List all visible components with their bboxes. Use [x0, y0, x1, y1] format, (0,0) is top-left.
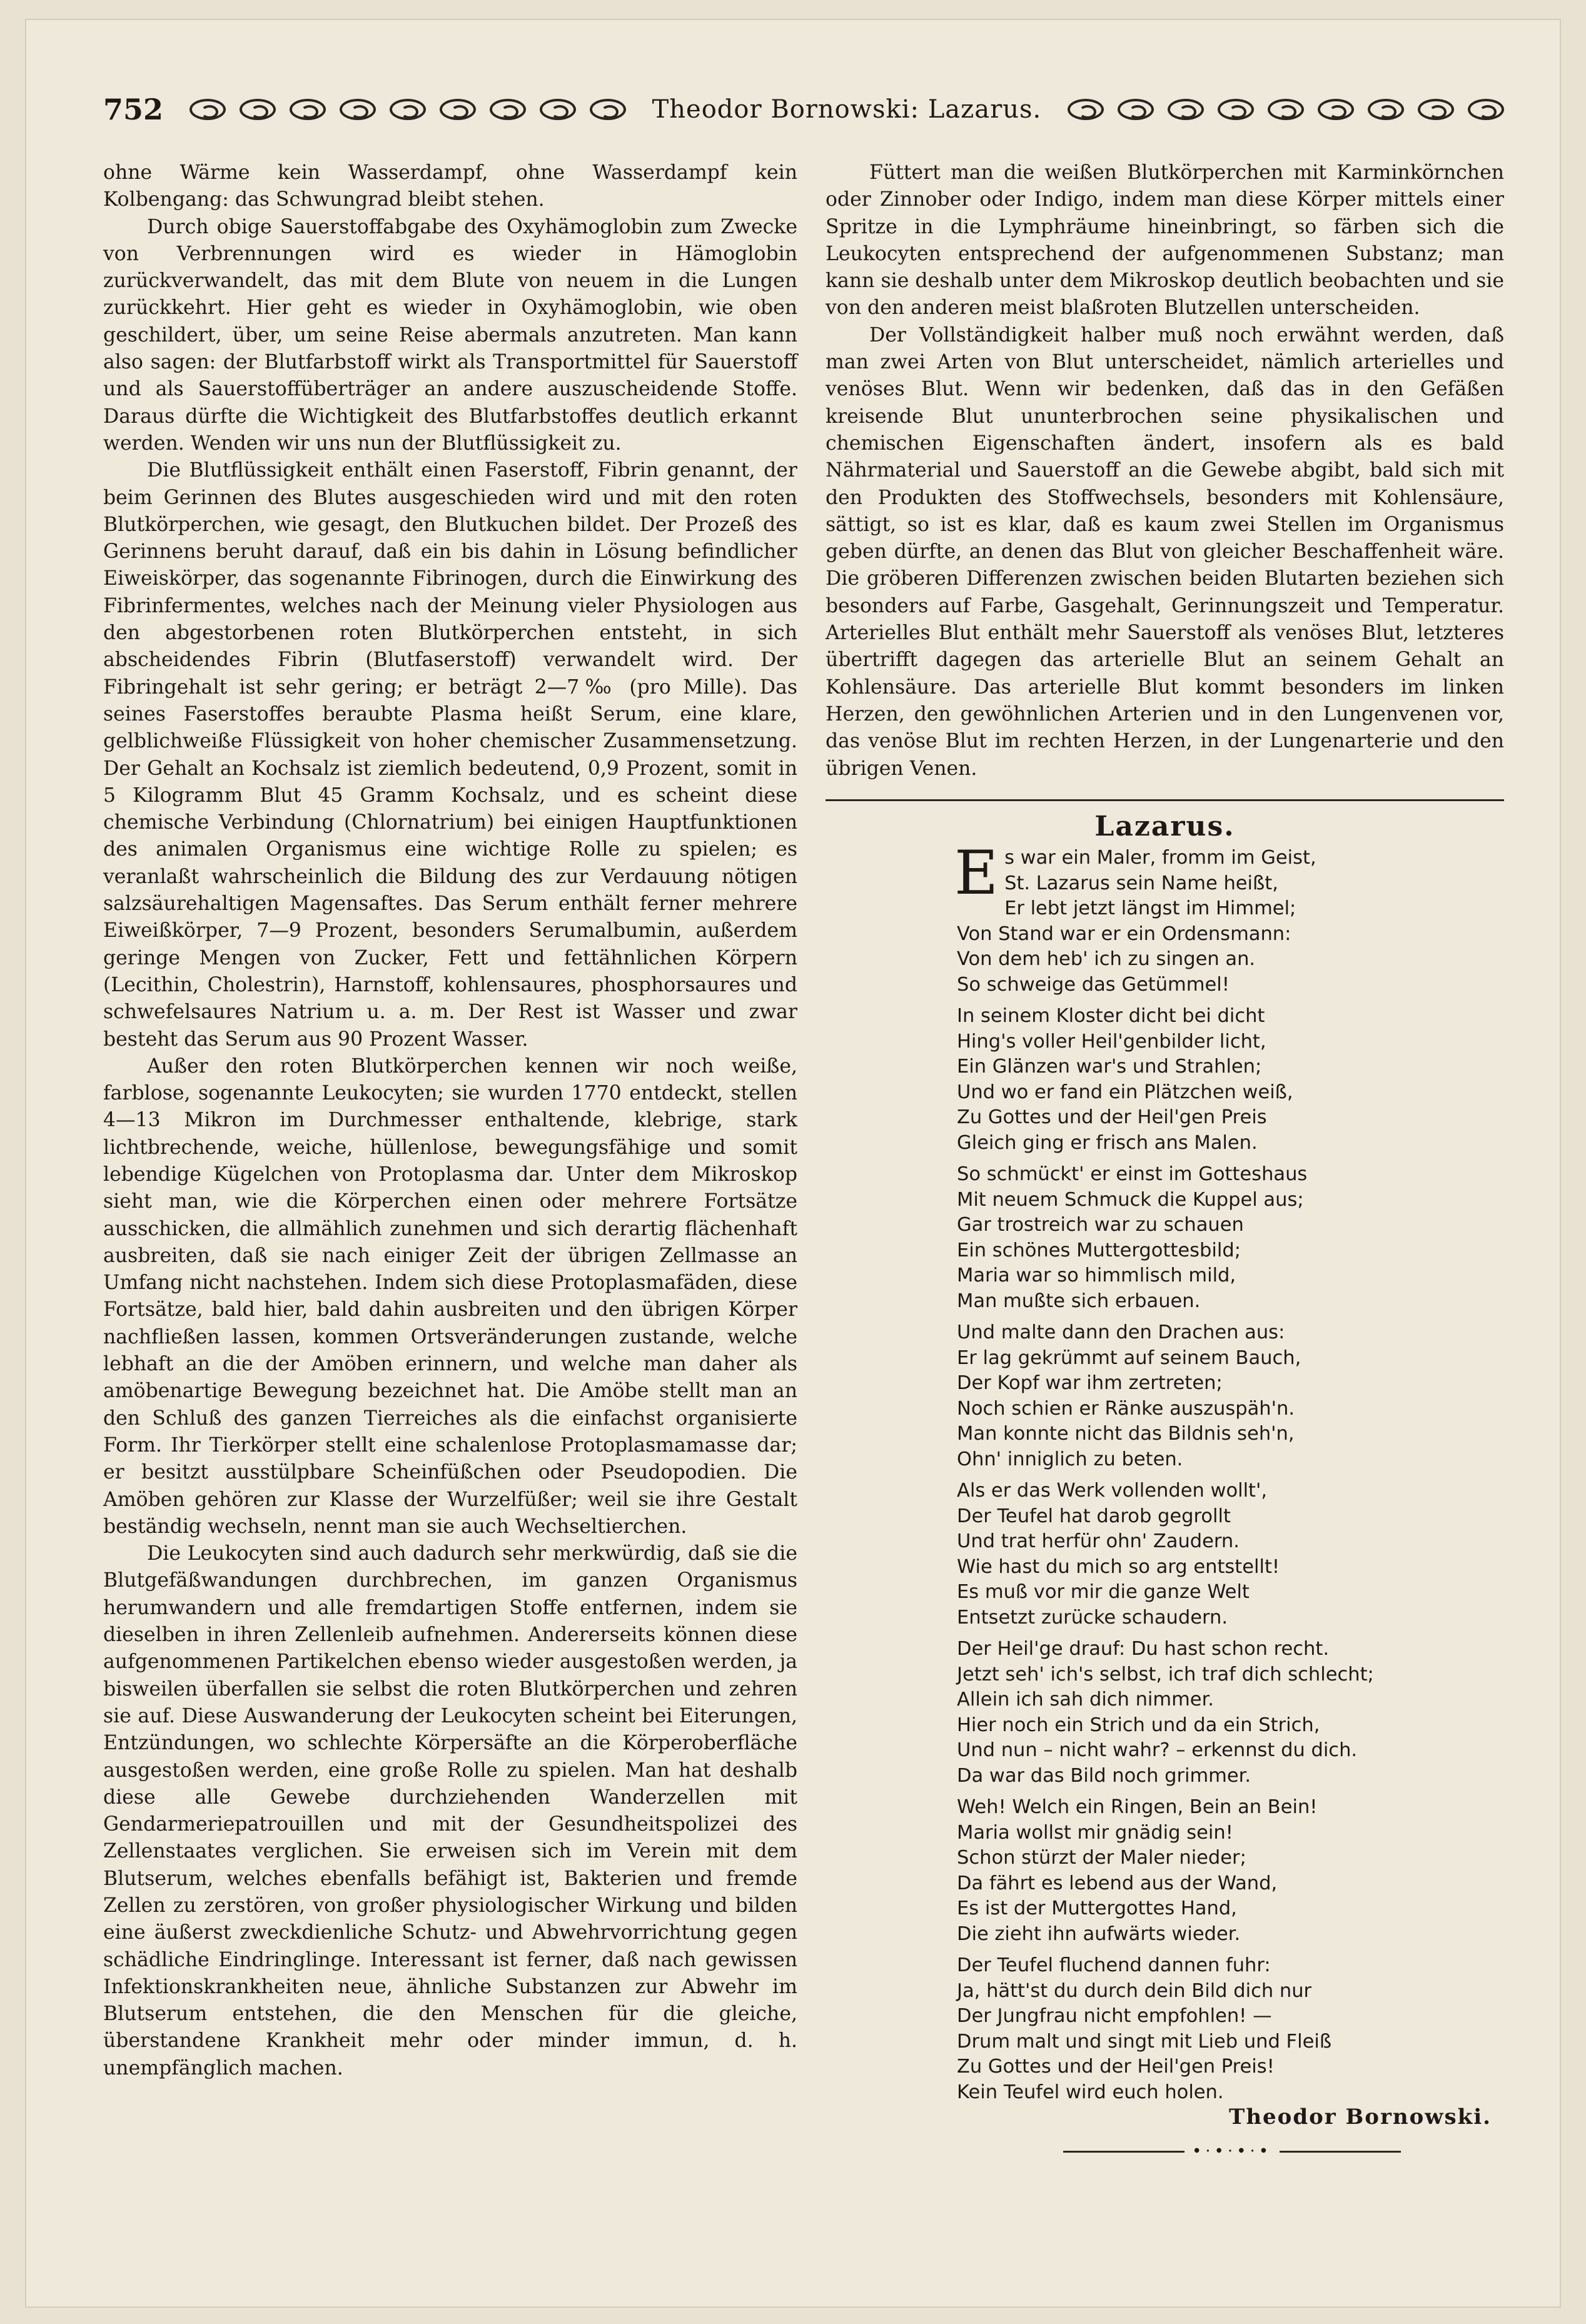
poem-line: Zu Gottes und der Heil'gen Preis! [957, 2056, 1275, 2078]
page-number: 752 [103, 93, 164, 126]
poem-line: Drum malt und singt mit Lieb und Fleiß [957, 2030, 1332, 2053]
running-title: Theodor Bornowski: Lazarus. [652, 95, 1042, 124]
scroll-ornament-icon [1318, 99, 1354, 120]
poem-line: Hing's voller Heil'genbilder licht, [957, 1030, 1266, 1053]
paragraph: Die Blutflüssigkeit enthält einen Faserstoff, Fibrin genannt, der beim Gerinnen des Blutes ausgeschieden wird und mit den roten Blutkörperchen, wie gesagt, den Blutkuchen bildet. Der Prozeß des Gerinnens beruht darauf, daß ein bis dahin in Lösung befindlicher Eiweiskörper, das sogenannte Fibrinogen, durch die Einwirkung des Fibrinfermentes, welches nach der Meinung vieler Physiologen aus den abgestorbenen roten Blutkörperchen entsteht, in sich abscheidendes Fibrin (Blutfaserstoff) verwandelt wird. Der Fibringehalt ist sehr gering; er beträgt 2—7‰ (pro Mille). Das seines Faserstoffes beraubte Plasma heißt Serum, eine klare, gelblichweiße Flüssigkeit von hoher chemischer Zusammensetzung. Der Gehalt an Kochsalz ist ziemlich bedeutend, 0,9 Prozent, somit in 5 Kilogramm Blut 45 Gramm Kochsalz, und es scheint diese chemische Verbindung (Chlornatrium) bei einigen Hauptfunktionen des animalen Organismus eine wichtige Rolle zu spielen; es veranlaßt wahrscheinlich die Bildung des zur Verdauung nötigen salzsäurehaltigen Magensaftes. Das Serum enthält ferner mehrere Eiweißkörper, 7—9 Prozent, besonders Serumalbumin, außerdem geringe Mengen von Zucker, Fett und fettähnlichen Körpern (Lecithin, Cholestrin), Harnstoff, kohlensaures, phosphorsaures und schwefelsaures Natrium u. a. m. Der Rest ist Wasser und zwar besteht das Serum aus 90 Prozent Wasser. [103, 459, 797, 1051]
poem-line: Und wo er fand ein Plätzchen weiß, [957, 1081, 1293, 1103]
right-column [826, 159, 1504, 782]
poem [954, 838, 1501, 2111]
poem-line: Der Teufel fluchend dannen fuhr: [957, 1954, 1271, 1976]
scroll-ornament-icon [440, 99, 476, 120]
end-ornament [1063, 2142, 1401, 2161]
scroll-ornament-icon [1268, 99, 1304, 120]
poem-line: Ein Glänzen war's und Strahlen; [957, 1056, 1262, 1078]
poem-line: Es ist der Muttergottes Hand, [957, 1897, 1237, 1919]
scroll-ornament-icon [240, 99, 276, 120]
poem-line: Von dem heb' ich zu singen an. [957, 948, 1256, 970]
poem-stanza [954, 838, 1501, 998]
poem-line: Und trat herfür ohn' Zaudern. [957, 1530, 1240, 1552]
poem-stanza [957, 1637, 1501, 1789]
ornament-dots-icon: •·•·•·• [1191, 2142, 1273, 2161]
poem-author: Theodor Bornowski. [1229, 2104, 1492, 2129]
poem-line: Kein Teufel wird euch holen. [957, 2081, 1224, 2103]
paragraph: Die Leukocyten sind auch dadurch sehr merkwürdig, daß sie die Blutgefäßwandungen durchbrechen, im ganzen Organismus herumwandern und alle fremdartigen Stoffe entfernen, indem sie dieselben in ihren Zellenleib aufnehmen. Andererseits können diese aufgenommenen Partikelchen ebenso wieder ausgestoßen werden, ja bisweilen überfallen sie selbst die roten Blutkörperchen und zehren sie auf. Diese Auswanderung der Leukocyten scheint bei Eiterungen, Entzündungen, wo schlechte Körpersäfte an die Körperoberfläche ausgestoßen werden, eine große Rolle zu spielen. Man hat deshalb diese alle Gewebe durchziehenden Wanderzellen mit Gendarmeriepatrouillen und mit der Gesundheitspolizei des Zellenstaates verglichen. Sie erweisen sich im Verein mit dem Blutserum, welches ebenfalls befähigt ist, Bakterien und fremde Zellen zu zerstören, von großer physiologischer Wirkung und bilden eine äußerst zweckdienliche Schutz- und Abwehrvorrichtung gegen schädliche Eindringlinge. Interessant ist ferner, daß nach gewissen Infektionskrankheiten neue, ähnliche Substanzen zur Abwehr im Blutserum entstehen, die den Menschen für die gleiche, überstandene Krankheit mehr oder minder immun, d. h. unempfänglich machen. [103, 1542, 797, 2079]
scroll-ornament-icon [390, 99, 426, 120]
scroll-ornament-icon [590, 99, 626, 120]
poem-line: Schon stürzt der Maler nieder; [957, 1847, 1246, 1869]
left-column [103, 159, 797, 2082]
poem-title: Lazarus. [1094, 811, 1235, 842]
scroll-ornament-icon [1168, 99, 1204, 120]
poem-line: Der Teufel hat darob gegrollt [957, 1505, 1231, 1527]
poem-line: Ohn' inniglich zu beten. [957, 1448, 1183, 1470]
poem-line: Maria war so himmlisch mild, [957, 1265, 1236, 1286]
scroll-ornament-icon [1118, 99, 1154, 120]
poem-line: Zu Gottes und der Heil'gen Preis [957, 1106, 1267, 1128]
poem-line: Er lebt jetzt längst im Himmel; [1004, 897, 1296, 919]
poem-line: Gleich ging er frisch ans Malen. [957, 1131, 1258, 1154]
poem-line: Jetzt seh' ich's selbst, ich traf dich schlecht; [957, 1663, 1374, 1685]
scroll-ornament-icon [1068, 99, 1104, 120]
scroll-ornament-icon [490, 99, 526, 120]
poem-line: Der Heil'ge drauf: Du hast schon recht. [957, 1638, 1330, 1660]
header-ornament-right [1068, 99, 1504, 120]
poem-line: Man mußte sich erbauen. [957, 1290, 1201, 1312]
scroll-ornament-icon [1468, 99, 1504, 120]
poem-line: Von Stand war er ein Ordensmann: [957, 922, 1291, 945]
poem-stanza [957, 1478, 1501, 1630]
poem-stanza [957, 1320, 1501, 1472]
scroll-ornament-icon [290, 99, 326, 120]
paragraph: ohne Wärme kein Wasserdampf, ohne Wasserdampf kein Kolbengang: das Schwungrad bleibt stehen. [103, 161, 797, 211]
scroll-ornament-icon [540, 99, 576, 120]
ornament-bar [1063, 2151, 1184, 2153]
poem-line: Die zieht ihn aufwärts wieder. [957, 1922, 1241, 1945]
ornament-bar [1280, 2151, 1401, 2153]
poem-stanza [957, 1162, 1501, 1314]
section-divider [826, 799, 1504, 801]
poem-line: s war ein Maler, fromm im Geist, [1004, 847, 1316, 869]
poem-line: Maria wollst mir gnädig sein! [957, 1821, 1233, 1844]
poem-line: In seinem Kloster dicht bei dicht [957, 1005, 1265, 1027]
poem-line: Da fährt es lebend aus der Wand, [957, 1872, 1278, 1894]
poem-line: Da war das Bild noch grimmer. [957, 1764, 1251, 1787]
poem-line: Der Jungfrau nicht empfohlen! — [957, 2005, 1272, 2027]
scroll-ornament-icon [1418, 99, 1454, 120]
poem-line: Der Kopf war ihm zertreten; [957, 1372, 1223, 1394]
poem-stanza [957, 1795, 1501, 1947]
poem-line: Als er das Werk vollenden wollt', [957, 1480, 1268, 1502]
drop-cap: E [954, 838, 999, 908]
poem-line: Wie hast du mich so arg entstellt! [957, 1555, 1280, 1578]
poem-line: So schmückt' er einst im Gotteshaus [957, 1163, 1308, 1185]
header-ornament-left [189, 99, 626, 120]
poem-line: Gar trostreich war zu schauen [957, 1214, 1244, 1236]
poem-line: Ja, hätt'st du durch dein Bild dich nur [957, 1979, 1312, 2002]
paragraph: Füttert man die weißen Blutkörperchen mit Karminkörnchen oder Zinnober oder Indigo, indem man diese Körper mittels einer Spritze in die Lymphräume hineinbringt, so färben sich die Leukocyten entsprechend der aufgenommenen Substanz; man kann sie deshalb unter dem Mikroskop deutlich beobachten und sie von den anderen meist blaßroten Blutzellen unterscheiden. [826, 161, 1504, 320]
poem-line: Er lag gekrümmt auf seinem Bauch, [957, 1346, 1301, 1369]
poem-stanza [957, 1953, 1501, 2105]
scroll-ornament-icon [340, 99, 376, 120]
scroll-ornament-icon [189, 99, 226, 120]
poem-line: Und malte dann den Drachen aus: [957, 1321, 1285, 1343]
paragraph: Der Vollständigkeit halber muß noch erwähnt werden, daß man zwei Arten von Blut unterscheidet, nämlich arterielles und venöses Blut. Wenn wir bedenken, daß das in den Gefäßen kreisende Blut ununterbrochen seine physikalischen und chemischen Eigenschaften ändert, insofern als es bald Nährmaterial und Sauerstoff an die Gewebe abgibt, bald sich mit den Produkten des Stoffwechsels, besonders mit Kohlensäure, sättigt, so ist es klar, daß es kaum zwei Stellen im Organismus geben dürfte, an denen das Blut von gleicher Beschaffenheit wäre. Die gröberen Differenzen zwischen beiden Blutarten beziehen sich besonders auf Farbe, Gasgehalt, Gerinnungszeit und Temperatur. Arterielles Blut enthält mehr Sauerstoff als venöses Blut, letzteres übertrifft dagegen das arterielle Blut an seinem Gehalt an Kohlensäure. Das arterielle Blut kommt besonders im linken Herzen, den gewöhnlichen Arterien und in den Lungenvenen vor, das venöse Blut im rechten Herzen, in der Lungenarterie und den übrigen Venen. [826, 323, 1504, 780]
poem-line: Hier noch ein Strich und da ein Strich, [957, 1714, 1320, 1736]
scroll-ornament-icon [1218, 99, 1254, 120]
poem-line: Man konnte nicht das Bildnis seh'n, [957, 1423, 1295, 1445]
poem-line: So schweige das Getümmel! [957, 973, 1230, 996]
poem-line: Und nun – nicht wahr? – erkennst du dich. [957, 1739, 1358, 1761]
poem-line: Entsetzt zurücke schaudern. [957, 1606, 1228, 1629]
scroll-ornament-icon [1368, 99, 1404, 120]
poem-line: St. Lazarus sein Name heißt, [1004, 872, 1278, 894]
page-header [103, 88, 1504, 131]
paragraph: Durch obige Sauerstoffabgabe des Oxyhämoglobin zum Zwecke von Verbrennungen wird es wieder in Hämoglobin zurückverwandelt, das mit dem Blute von neuem in die Lungen zurückkehrt. Hier geht es wieder in Oxyhämoglobin, wie oben geschildert, über, um seine Reise abermals anzutreten. Man kann also sagen: der Blutfarbstoff wirkt als Transportmittel für Sauerstoff und als Sauerstoffüberträger an andere auszuscheidende Stoffe. Daraus dürfte die Wichtigkeit des Blutfarbstoffes deutlich erkannt werden. Wenden wir uns nun der Blutflüssigkeit zu. [103, 215, 797, 455]
poem-line: Weh! Welch ein Ringen, Bein an Bein! [957, 1796, 1318, 1818]
paragraph: Außer den roten Blutkörperchen kennen wir noch weiße, farblose, sogenannte Leukocyten; sie wurden 1770 entdeckt, stellen 4—13 Mikron im Durchmesser enthaltende, klebrige, stark lichtbrechende, weiche, hüllenlose, bewegungsfähige und somit lebendige Kügelchen von Protoplasma dar. Unter dem Mikroskop sieht man, wie die Körperchen einen oder mehrere Fortsätze ausschicken, die allmählich zunehmen und sich derartig flächenhaft ausbreiten, daß sie nach einiger Zeit der übrigen Zellmasse an Umfang nicht nachstehen. Indem sich diese Protoplasmafäden, diese Fortsätze, bald hier, bald dahin ausbreiten und den übrigen Körper nachfließen lassen, kommen Ortsveränderungen zustande, welche lebhaft an die der Amöben erinnern, und welche man daher als amöbenartige Bewegung bezeichnet hat. Die Amöbe stellt man an den Schluß des ganzen Tierreiches als die einfachst organisierte Form. Ihr Tierkörper stellt eine schalenlose Protoplasmamasse dar; er besitzt ausstülpbare Scheinfüßchen oder Pseudopodien. Die Amöben gehören zur Klasse der Wurzelfüßer; weil sie ihre Gestalt beständig wechseln, nennt man sie auch Wechseltierchen. [103, 1054, 797, 1538]
poem-stanza [957, 1004, 1501, 1156]
poem-line: Noch schien er Ränke auszuspäh'n. [957, 1397, 1295, 1420]
poem-line: Mit neuem Schmuck die Kuppel aus; [957, 1188, 1304, 1211]
poem-line: Ein schönes Muttergottesbild; [957, 1239, 1241, 1261]
poem-line: Es muß vor mir die ganze Welt [957, 1581, 1250, 1603]
poem-line: Allein ich sah dich nimmer. [957, 1689, 1215, 1710]
